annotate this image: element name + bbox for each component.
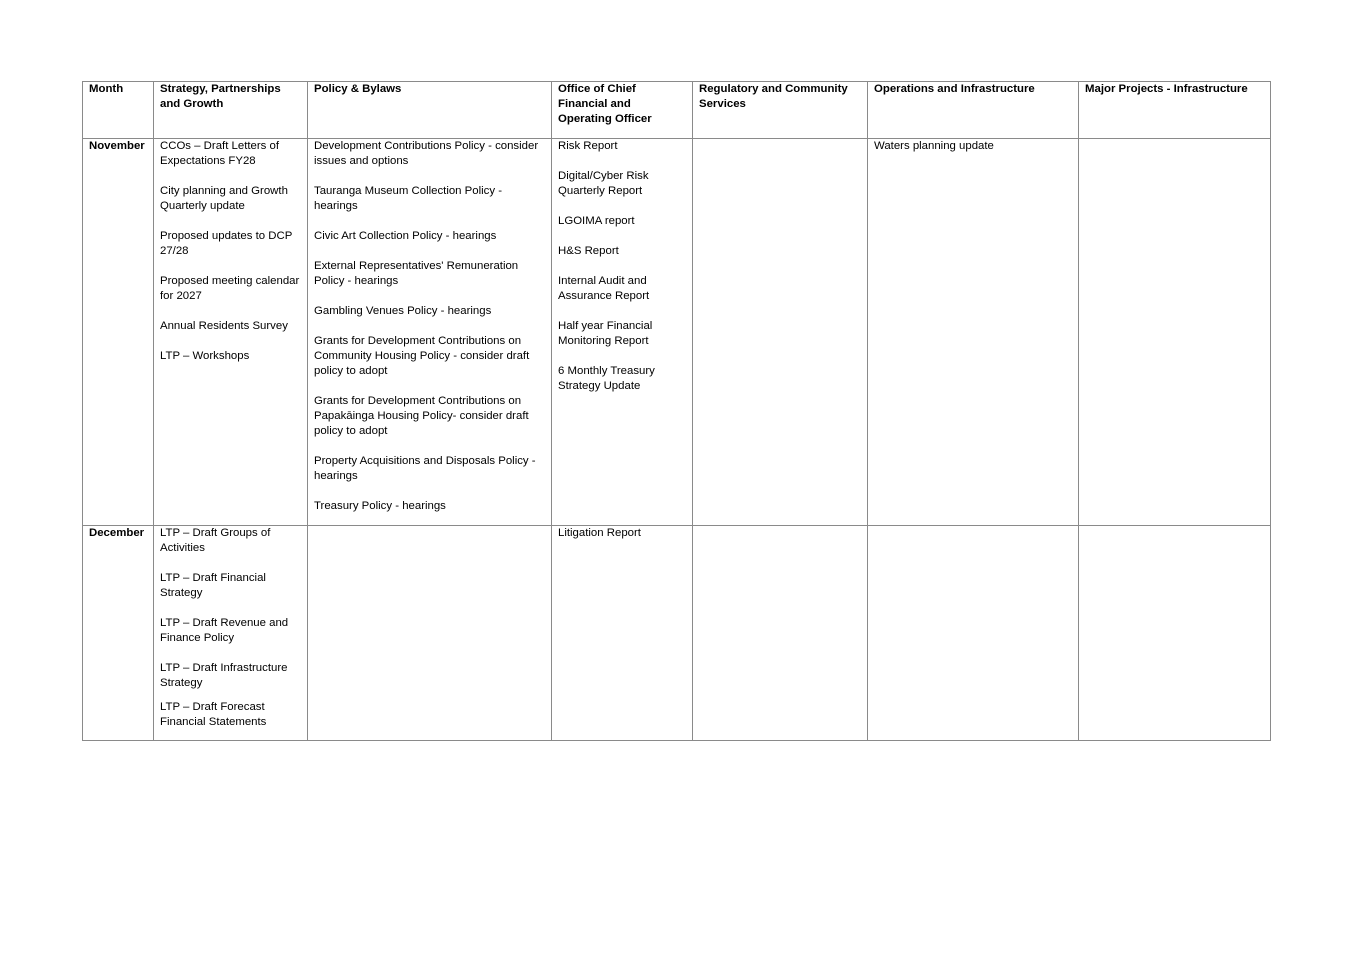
list-item: Risk Report	[558, 140, 618, 152]
table-header-row	[83, 82, 1271, 139]
list-item: LTP – Draft Infrastructure Strategy	[160, 662, 291, 689]
list-item: Proposed meeting calendar for 2027	[160, 275, 303, 302]
major-projects-cell	[1079, 139, 1271, 526]
header-strategy: Strategy, Partnerships and Growth	[154, 82, 308, 139]
list-item: Waters planning update	[874, 140, 994, 152]
meeting-schedule-table	[82, 81, 1271, 741]
header-policy: Policy & Bylaws	[308, 82, 552, 139]
list-item: LTP – Draft Groups of Activities	[160, 527, 273, 554]
document-page	[82, 81, 1270, 741]
list-item: Property Acquisitions and Disposals Policy - hearings	[314, 455, 539, 482]
header-major-projects: Major Projects - Infrastructure	[1079, 82, 1271, 139]
list-item: LTP – Draft Forecast Financial Statements	[160, 701, 268, 728]
list-item: Gambling Venues Policy - hearings	[314, 305, 492, 317]
cfo-cell	[552, 526, 693, 741]
header-regulatory: Regulatory and Community Services	[693, 82, 868, 139]
regulatory-cell	[693, 526, 868, 741]
list-item: LTP – Draft Financial Strategy	[160, 572, 270, 599]
cfo-cell	[552, 139, 693, 526]
list-item: LTP – Draft Revenue and Finance Policy	[160, 617, 292, 644]
operations-cell	[868, 139, 1079, 526]
table-row-november	[83, 139, 1271, 526]
operations-cell	[868, 526, 1079, 741]
table-row-december	[83, 526, 1271, 741]
list-item: Digital/Cyber Risk Quarterly Report	[558, 170, 652, 197]
policy-cell	[308, 139, 552, 526]
header-cfo: Office of Chief Financial and Operating Officer	[552, 82, 693, 139]
strategy-cell	[154, 526, 308, 741]
list-item: Annual Residents Survey	[160, 320, 288, 332]
list-item: Tauranga Museum Collection Policy - hearings	[314, 185, 506, 212]
header-operations: Operations and Infrastructure	[868, 82, 1079, 139]
list-item: Grants for Development Contributions on Papakāinga Housing Policy- consider draft policy to adopt	[314, 395, 532, 437]
list-item: 6 Monthly Treasury Strategy Update	[558, 365, 659, 392]
list-item: City planning and Growth Quarterly update	[160, 185, 292, 212]
list-item: Development Contributions Policy - consider issues and options	[314, 140, 542, 167]
list-item: Proposed updates to DCP 27/28	[160, 230, 296, 257]
header-month: Month	[83, 82, 154, 139]
list-item: Grants for Development Contributions on Community Housing Policy - consider draft policy to adopt	[314, 335, 533, 377]
strategy-cell	[154, 139, 308, 526]
month-cell: December	[83, 526, 154, 741]
major-projects-cell	[1079, 526, 1271, 741]
list-item: Litigation Report	[558, 527, 641, 539]
list-item: Civic Art Collection Policy - hearings	[314, 230, 497, 242]
month-cell: November	[83, 139, 154, 526]
list-item: CCOs – Draft Letters of Expectations FY28	[160, 140, 283, 167]
list-item: Half year Financial Monitoring Report	[558, 320, 656, 347]
policy-cell	[308, 526, 552, 741]
list-item: Treasury Policy - hearings	[314, 500, 446, 512]
list-item: External Representatives' Remuneration Policy - hearings	[314, 260, 522, 287]
list-item: LTP – Workshops	[160, 350, 250, 362]
regulatory-cell	[693, 139, 868, 526]
list-item: Internal Audit and Assurance Report	[558, 275, 650, 302]
list-item: H&S Report	[558, 245, 619, 257]
list-item: LGOIMA report	[558, 215, 635, 227]
